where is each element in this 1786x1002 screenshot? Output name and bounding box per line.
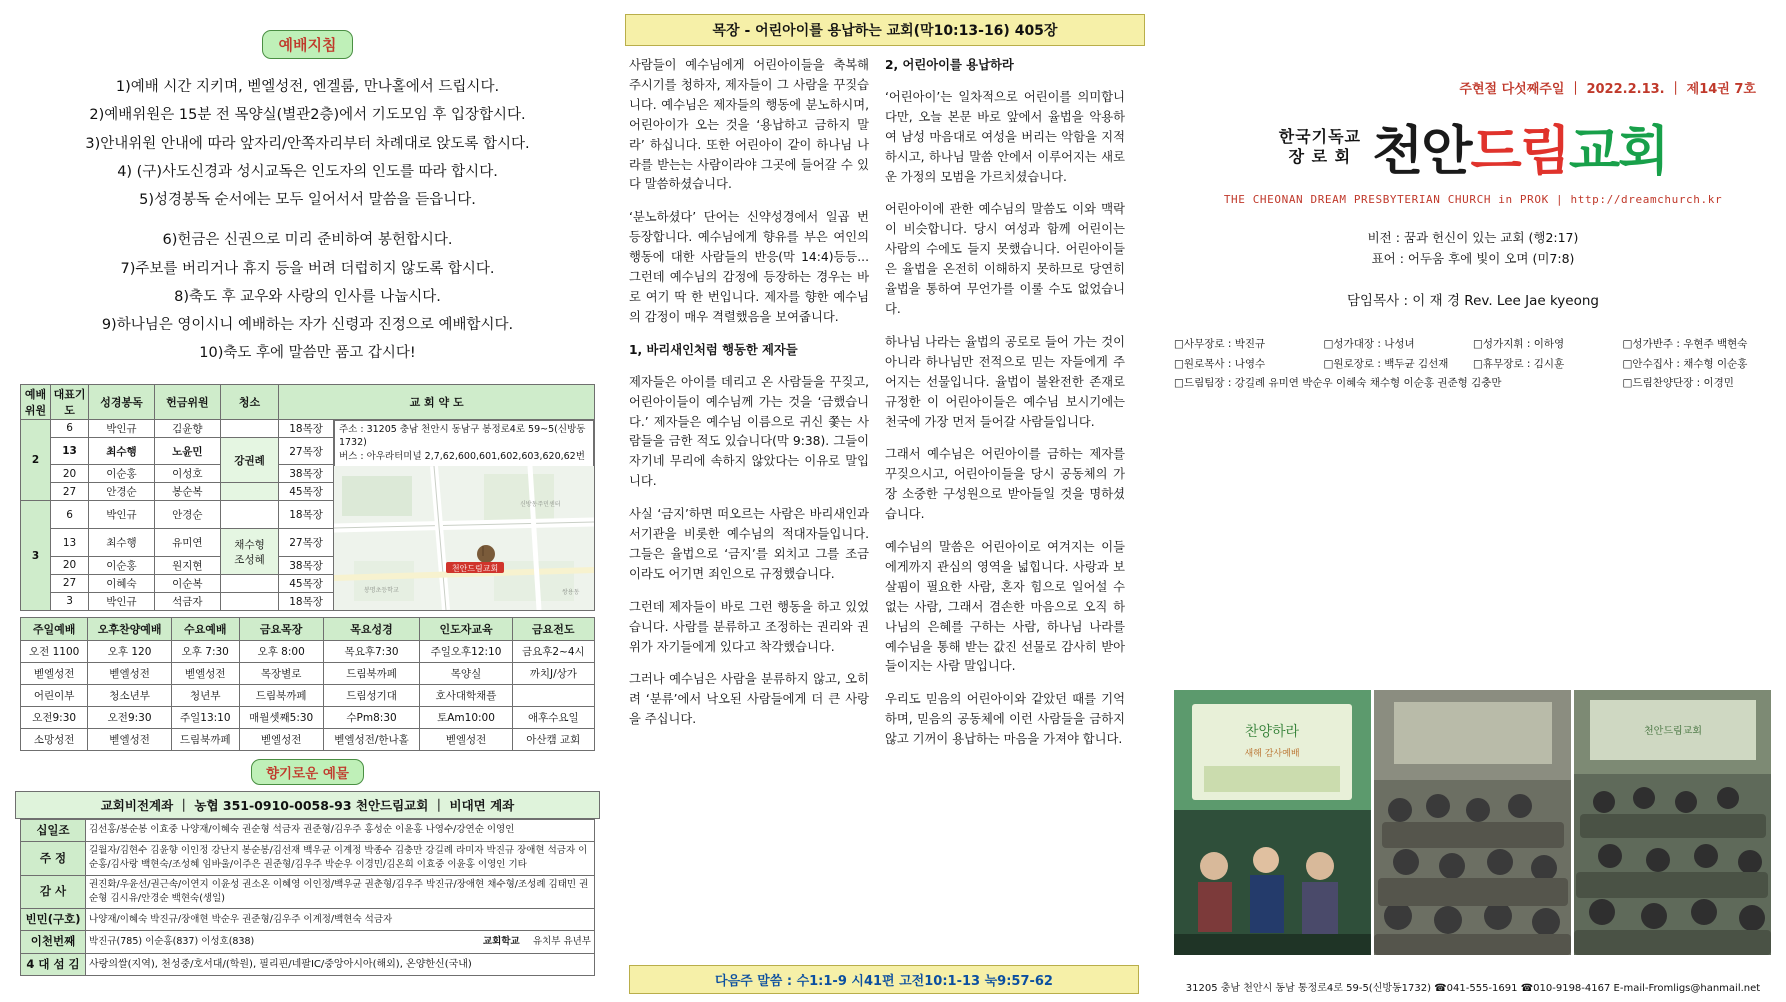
schedule-col-header: 목요성경 [323,617,420,640]
schedule-cell: 청년부 [171,684,239,706]
offering-names [86,931,595,953]
duty-offering [220,574,278,592]
duty-day: 6 [51,501,89,529]
schedule-cell: 벧엘성전 [21,662,88,684]
mission-text: 사랑의쌀(지역), 천성중/호서대/(학원), 필리핀/네팔IC/중앙아시아(해외), 온양한신(국내) [86,953,595,975]
sermon-paragraph: ‘분노하셨다’ 단어는 신약성경에서 일곱 번 등장합니다. 예수님에게 향유를 부은 여인의 행동에 대한 사람들의 반응(막 14:4)등등... 그런데 예수님의 감정에 등장하는 경우는 바로 여기 딱 한 번입니다. 제자를 향한 예수님의 감정이 매우 격렬했음을 보여줍니다. [629,210,869,324]
duty-read: 노윤민 [154,437,220,465]
schedule-cell: 드림성기대 [323,684,420,706]
schedule-cell: 매월셋째5:30 [239,706,323,728]
duty-pray: 박인규 [88,592,154,610]
schedule-col-header: 주일예배 [21,617,88,640]
guide-item: 1)예배 시간 지키며, 벧엘성전, 엔겔룸, 만나홀에서 드립시다. [115,79,500,95]
guide-item: 3)안내위원 안내에 따라 앞자리/안쪽자리부터 차례대로 앉도록 합시다. [85,135,530,152]
table-row [21,706,595,728]
sermon-paragraph: 그래서 예수님은 어린아이를 금하는 제자를 꾸짖으시고, 어린아이들을 당시 공동체의 가장 소중한 구성원으로 받아들일 것을 명하셨습니다. [885,447,1125,522]
sermon-paragraph: 하나님 나라는 율법의 공로로 들어 가는 것이 아니라 하나님만 전적으로 믿는 자들에게 주어지는 선물입니다. 율법이 불완전한 존재로 규정한 이 어린아이들은 예수님 보시기에는 천국에 가장 먼저 들어갈 사람들입니다. [885,334,1125,429]
duty-table [20,384,595,611]
schedule-cell: 애후수요일 [512,706,594,728]
schedule-cell: 오전9:30 [21,706,88,728]
senior-pastor: 담임목사 : 이 재 경 Rev. Lee Jae kyeong [1347,293,1599,310]
schedule-table [20,617,595,751]
denomination-line2: 장 로 회 [1288,147,1352,166]
worship-guide-header [0,30,615,59]
worship-guide-title: 예배지침 [262,30,354,59]
guide-item: 4) (구)사도신경과 성시교독은 인도자의 인도를 따라 합시다. [117,163,498,180]
denomination-name [1279,127,1361,167]
left-column [0,0,615,1002]
schedule-cell: 드림북까페 [323,662,420,684]
duty-month: 2 [21,419,51,501]
duty-day: 13 [51,529,89,557]
schedule-cell: 오후 8:00 [239,640,323,662]
vision-line: 비전 : 꿈과 헌신이 있는 교회 (행2:17) [1367,230,1579,245]
mission-label: 4 대 섬 김 [21,953,86,975]
sermon-paragraph: 예수님의 말씀은 어린아이로 여겨지는 이들에게까지 관심의 영역을 넓힙니다. 사랑과 보살핌이 필요한 사람, 혼자 힘으로 일어설 수 없는 사람, 그래서 겸손한 마음으로 오직 하나님의 은혜를 구하는 사람, 하나님 나라를 예수님을 통해 받는 값진 선물로 감사히 받아들이지는 사람 말입니다. [885,540,1125,674]
schedule-cell: 주일오후12:10 [420,640,512,662]
svg-text:새해 감사예배: 새해 감사예배 [1244,749,1300,759]
duty-read: 이성호 [154,465,220,483]
duty-clean: 18목장 [279,419,334,437]
duty-day: 3 [51,592,89,610]
schedule-col-header: 금요목장 [239,617,323,640]
middle-column [625,0,1145,1002]
schedule-cell: 목양실 [420,662,512,684]
table-row [21,931,595,953]
duty-clean: 27목장 [279,437,334,465]
offering-names: 길월자/김현수 김윤향 이인정 강난지 봉순봉/김선재 백우균 이계정 박종수 김충만 강길례 라미자 박진규 장애현 석금자 이순홍/김사랑 백현숙/조성혜 임바울/이주은 권준형/김우주 박순우 이경민/김온희 이효중 이윤홍 이영인 기타 [86,842,595,876]
duty-offering-b: 조성혜 [234,553,265,566]
offering-names: 나양재/이혜숙 박진규/장애현 박순우 권준형/김우주 이계정/백현숙 석금자 [86,909,595,931]
guide-item: 10)축도 후에 말씀만 품고 갑시다! [199,345,416,362]
offering-label: 감 사 [21,875,86,909]
sermon-body [625,56,1145,763]
vision-line: 표어 : 어두움 후에 빛이 오며 (미7:8) [1371,250,1575,266]
sermon-col-right [885,56,1125,763]
staff-row [1174,355,1772,374]
offering-names-text: 박진규(785) 이순홍(837) 이성호(838) [89,935,255,947]
duty-day: 20 [51,556,89,574]
schedule-cell: 벧엘성전 [88,662,172,684]
staff-item: □드림찬양단장 : 이경민 [1622,377,1734,390]
staff-item: □원로장로 : 백두균 김선재 [1323,357,1449,370]
duty-offering [220,592,278,610]
church-school-label: 교회학교 [482,935,520,947]
schedule-cell [512,684,594,706]
table-row [21,909,595,931]
sermon-paragraph: 그런데 제자들이 바로 그런 행동을 하고 있었습니다. 사람를 분류하고 조정하는 권리와 권위가 자기들에게 있다고 착각했습니다. [629,599,869,654]
worship-guide-list [0,73,615,368]
church-school-value: 유치부 유년부 [532,935,591,947]
svg-text:천안드림교회: 천안드림교회 [451,563,499,573]
duty-clean: 45목장 [279,574,334,592]
duty-day: 6 [51,419,89,437]
sermon-paragraph: 제자들은 아이를 데리고 온 사람들을 꾸짖고, 어린아이들이 예수님께 가는 것을 ‘금했습니다.’ 제자들은 예수님 이름으로 귀신 쫓는 사람들을 금한 적도 있습니다(막 9:38). 그들이 자기네 무리에 속하지 않았다는 이유로 말입니다. [629,374,869,489]
staff-item: □성가지휘 : 이하영 [1473,338,1565,351]
offering-label: 빈민(구호) [21,909,86,931]
duty-read: 봉순복 [154,483,220,501]
duty-clean: 18목장 [279,592,334,610]
duty-clean: 27목장 [279,529,334,557]
schedule-cell: 소망성전 [21,728,88,750]
schedule-cell: 드림북까페 [239,684,323,706]
duty-clean: 38목장 [279,465,334,483]
offering-table [20,819,595,976]
duty-pray: 이순홍 [88,465,154,483]
staff-item: □성가반주 : 우현주 백현숙 [1622,338,1748,351]
duty-clean: 38목장 [279,556,334,574]
duty-pray: 최수행 [88,529,154,557]
schedule-cell: 까치J/상가 [512,662,594,684]
duty-read: 안경순 [154,501,220,529]
sermon-paragraph: 그러나 예수님은 사람을 분류하지 않고, 오히려 ‘분류’에서 낙오된 사람들에게 더 큰 사랑을 주십니다. [629,672,869,727]
svg-text:쌍용동: 쌍용동 [561,588,580,596]
svg-text:신방동주민센터: 신방동주민센터 [519,500,561,508]
offering-label: 이천번째 [21,931,86,953]
staff-list [1174,335,1772,393]
map-address [334,420,594,466]
duty-offering [220,501,278,529]
staff-row [1174,374,1772,393]
church-logo [1160,109,1786,185]
guide-item: 8)축도 후 교우와 사랑의 인사를 나눕시다. [174,288,441,305]
duty-read: 석금자 [154,592,220,610]
sermon-paragraph: 우리도 믿음의 어린아이와 같았던 때를 기억하며, 믿음의 공동체에 이런 사람들을 금하지 않고 기꺼이 용납하는 마음을 가져야 합니다. [885,692,1125,747]
next-week-scripture: 다음주 말씀 : 수1:1-9 시41편 고전10:1-13 눅9:57-62 [629,965,1139,994]
photo-1-svg [1174,690,1371,955]
denomination-line1: 한국기독교 [1278,127,1361,146]
schedule-cell: 벧엘성전/한나홀 [323,728,420,750]
church-name-part2: 드림 [1470,121,1569,182]
staff-item: □성가대장 : 나성녀 [1323,338,1415,351]
table-row [21,640,595,662]
duty-day: 20 [51,465,89,483]
right-column [1160,0,1786,1002]
duty-read: 김윤향 [154,419,220,437]
schedule-cell: 벧엘성전 [420,728,512,750]
schedule-cell: 토Am10:00 [420,706,512,728]
duty-month: 3 [21,501,51,611]
photo-congregation [1374,690,1571,955]
duty-read: 원지현 [154,556,220,574]
map-address-line: 주소 : 31205 충남 천안시 동남구 봉정로4로 59~5(신방동1732) [338,423,586,449]
map-title: 교 회 약 도 [279,384,595,419]
offering-section-header [0,759,615,785]
duty-pray: 이순홍 [88,556,154,574]
schedule-cell: 오전9:30 [88,706,172,728]
duty-pray: 안경순 [88,483,154,501]
duty-offering [220,529,278,575]
table-row [21,662,595,684]
schedule-cell: 청소년부 [88,684,172,706]
sermon-title: 목장 - 어린아이를 용납하는 교회(막10:13-16) 405장 [625,14,1145,46]
offering-label: 주 정 [21,842,86,876]
duty-day: 13 [51,437,89,465]
schedule-cell: 오후 120 [88,640,172,662]
schedule-cell: 수Pm8:30 [323,706,420,728]
guide-item: 6)헌금은 신권으로 미리 준비하여 봉헌합시다. [162,232,453,249]
duty-pray: 이혜숙 [88,574,154,592]
schedule-cell: 벧엘성전 [88,728,172,750]
schedule-cell: 목요후7:30 [323,640,420,662]
church-contact-footer: 31205 충남 천안시 동남 통정로4로 59-5(신방동1732) ☎041-555-1691 ☎010-9198-4167 E-mail-Fromligs@hanmail.net [1185,983,1761,994]
schedule-cell: 목장별로 [239,662,323,684]
schedule-cell: 오전 1100 [21,640,88,662]
sermon-subheading: 2, 어린아이를 용납하라 [885,58,1014,72]
duty-read: 유미연 [154,529,220,557]
sermon-paragraph: 사람들이 예수님에게 어린아이들을 축복해 주시기를 청하자, 제자들이 그 사람을 꾸짖습니다. 예수님은 제자들의 행동에 분노하시며, 어린아이가 오는 것을 ‘용납하고 금하지 말라’ 하십니다. 또한 어린아이 같이 하나님 나라를 받는는 사람이라야 그곳에 들어갈 수 있다 말씀하셨습니다. [629,58,869,192]
duty-col-header: 헌금위원 [154,384,220,419]
photo-choir [1574,690,1771,955]
schedule-cell: 호사대학채플 [420,684,512,706]
schedule-cell: 벧엘성전 [171,662,239,684]
offering-names: 권진화/우윤선/권근속/이연지 이윤성 권소온 이혜영 이인정/백우균 권춘형/김우주 박진규/장애현 채수형/조성례 김태민 권순형 김시유/안경순 백현숙(생일) [86,875,595,909]
duty-col-header: 성경봉독 [88,384,154,419]
map-svg [334,466,594,610]
svg-text:천안드림교회: 천안드림교회 [1644,726,1702,737]
bank-info: 교회비전계좌 ｜ 농협 351-0910-0058-93 천안드림교회 ｜ 비대면 계좌 [15,791,600,819]
duty-read: 이순복 [154,574,220,592]
offering-names: 김선홍/봉순봉 이효중 나양재/이혜숙 권순형 석금자 권준형/김우주 홍성순 이윤홍 나영수/강연순 이영인 [86,819,595,841]
sweet-offering-title: 향기로운 예물 [251,759,364,785]
duty-col-header: 청소 [220,384,278,419]
schedule-col-header: 금요전도 [512,617,594,640]
schedule-col-header: 오후찬양예배 [88,617,172,640]
schedule-cell: 아산캠 교회 [512,728,594,750]
sermon-col-left [629,56,869,763]
sermon-paragraph: 어린아이에 관한 예수님의 말씀도 이와 맥락이 비슷합니다. 당시 여성과 함께 어린이는 사람의 수에도 들지 못했습니다. 어린아이들은 율법을 온전히 이해하지 못하므로 당연히 율법을 통하여 무언가를 이룰 수도 없었습니다. [885,202,1125,316]
sermon-paragraph: ‘어린아이’는 일차적으로 어린이를 의미합니다만, 오늘 본문 바로 앞에서 율법을 악용하여 남성 마음대로 여성을 버리는 악함을 지적하시고, 하나님 말씀 안에서 이루어지는 새로운 가정의 모범을 가르치셨습니다. [885,89,1125,184]
schedule-col-header: 수요예배 [171,617,239,640]
guide-item: 2)예배위원은 15분 전 목양실(별관2층)에서 기도모임 후 입장합시다. [89,107,526,124]
staff-item: □휴무장로 : 김시훈 [1473,357,1565,370]
church-name [1372,109,1667,185]
sermon-subheading: 1, 바리새인처럼 행동한 제자들 [629,342,798,357]
duty-offering [220,483,278,501]
church-name-part1: 천안 [1372,121,1471,182]
staff-item: □드림팀장 : 강길례 유미연 박순우 이혜숙 채수형 이순홍 권준형 김충만 [1174,377,1502,390]
duty-clean: 18목장 [279,501,334,529]
schedule-cell: 어린이부 [21,684,88,706]
schedule-cell: 오후 7:30 [171,640,239,662]
table-row [21,842,595,876]
duty-offering-a: 채수형 [234,538,265,551]
svg-text:찬양하라: 찬양하라 [1244,724,1300,740]
church-name-english: THE CHEONAN DREAM PRESBYTERIAN CHURCH in PROK | http://dreamchurch.kr [1223,193,1723,206]
svg-text:봉명초등학교: 봉명초등학교 [363,586,399,594]
duty-clean: 45목장 [279,483,334,501]
duty-pray: 최수행 [88,437,154,465]
offering-label: 십일조 [21,819,86,841]
photo-2-svg [1374,690,1571,955]
duty-day: 27 [51,574,89,592]
photo-strip [1174,690,1772,955]
staff-item: □안수집사 : 채수형 이순홍 [1622,357,1748,370]
schedule-cell: 드림북까페 [171,728,239,750]
sermon-paragraph: 사실 ‘금지’하면 떠오르는 사람은 바리새인과 서기관을 비롯한 예수님의 적대자들입니다. 그들은 율법으로 ‘금지’를 외치고 그를 조금이라도 어기면 죄인으로 규정했습니다. [629,507,869,581]
map-image [334,466,594,610]
table-row [21,875,595,909]
schedule-col-header: 인도자교육 [420,617,512,640]
schedule-cell: 벧엘성전 [239,728,323,750]
duty-offering [220,419,278,437]
table-row [21,684,595,706]
duty-col-header: 예배위원 [21,384,51,419]
duty-pray: 박인규 [88,419,154,437]
guide-item: 9)하나님은 영이시니 예배하는 자가 신령과 진정으로 예배합시다. [101,317,514,334]
duty-pray: 박인규 [88,501,154,529]
duty-col-header: 대표기도 [51,384,89,419]
staff-item: □사무장로 : 박진규 [1174,338,1266,351]
issue-meta: 주현절 다섯째주일 ｜ 2022.2.13. ｜ 제14권 7호 [1459,82,1756,97]
guide-item: 7)주보를 버리거나 휴지 등을 버려 더럽히지 않도록 합시다. [120,260,495,277]
vision-block [1160,228,1786,269]
duty-day: 27 [51,483,89,501]
photo-worship-poster [1174,690,1371,955]
guide-item: 5)성경봉독 순서에는 모두 일어서서 말씀을 듣읍니다. [139,192,476,209]
staff-item: □원로목사 : 나영수 [1174,357,1266,370]
photo-3-svg [1574,690,1771,955]
duty-offering: 강권례 [220,437,278,483]
church-name-part3: 교회 [1568,121,1668,182]
staff-row [1174,335,1772,354]
table-row [21,953,595,975]
map-bus-line: 버스 : 아우라터미널 2,7,62,600,601,602,603,620,62번 [338,451,585,463]
schedule-cell: 주일13:10 [171,706,239,728]
table-row [21,819,595,841]
schedule-cell: 금요후2~4시 [512,640,594,662]
church-map [333,419,594,610]
table-row [21,728,595,750]
